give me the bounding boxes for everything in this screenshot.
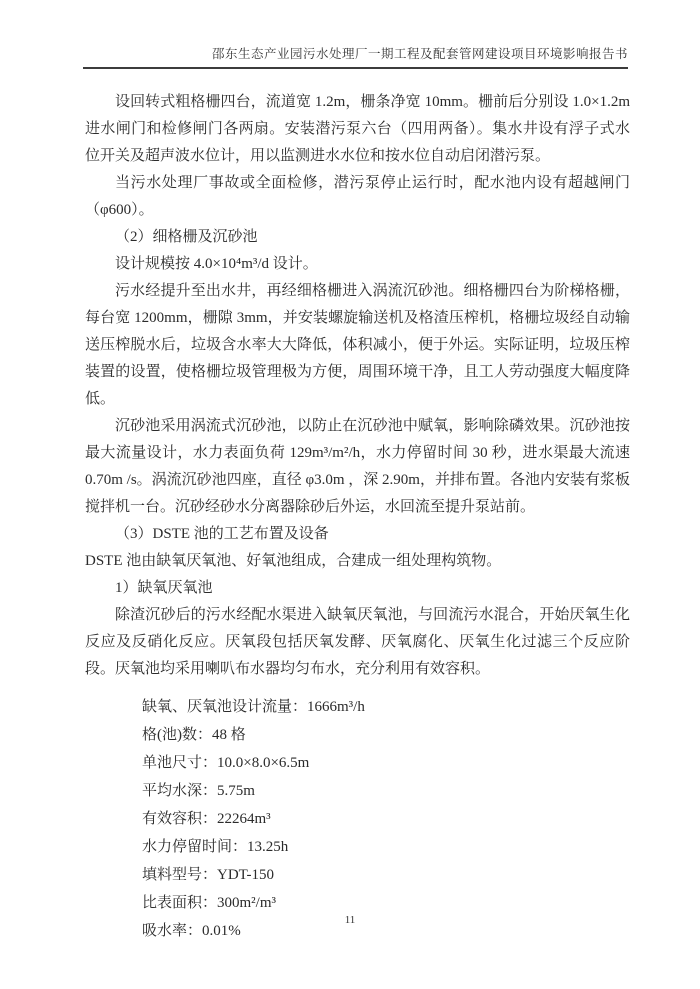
section-heading-fine-screen: （2）细格栅及沉砂池 <box>115 229 258 245</box>
paragraph-design-scale: 设计规模按 4.0×10⁴m³/d 设计。 <box>115 256 318 272</box>
spec-packing-model: 填料型号：YDT-150 <box>142 867 274 883</box>
document-body <box>85 89 630 945</box>
paragraph-bypass-gate: 当污水处理厂事故或全面检修，潜污泵停止运行时，配水池内设有超越闸门（φ600）。 <box>85 175 630 218</box>
spec-water-absorption: 吸水率：0.01% <box>142 923 241 939</box>
section-heading-dste: （3）DSTE 池的工艺布置及设备 <box>115 526 329 542</box>
page-header-title: 邵东生态产业园污水处理厂一期工程及配套管网建设项目环境影响报告书 <box>83 44 628 69</box>
spec-effective-volume: 有效容积：22264m³ <box>142 811 271 827</box>
subsection-heading-anoxic-tank: 1）缺氧厌氧池 <box>115 580 213 596</box>
spec-surface-area: 比表面积：300m²/m³ <box>142 895 276 911</box>
spec-cell-size: 单池尺寸：10.0×8.0×6.5m <box>142 755 310 771</box>
paragraph-dste-composition: DSTE 池由缺氧厌氧池、好氧池组成，合建成一组处理构筑物。 <box>85 553 502 569</box>
spec-avg-depth: 平均水深：5.75m <box>142 783 255 799</box>
spec-list <box>85 693 630 945</box>
paragraph-fine-screen-detail: 污水经提升至出水井，再经细格栅进入涡流沉砂池。细格栅四台为阶梯格栅，每台宽 1200mm，栅隙 3mm，并安装螺旋输送机及格渣压榨机，格栅垃圾经自动输送压榨脱水后，垃圾含水率大大降低，体积减小，便于外运。实际证明，垃圾压榨装置的设置，使格栅垃圾管理极为方便，周围环境干净，且工人劳动强度大幅度降低。 <box>85 283 630 407</box>
spec-cell-count: 格(池)数：48 格 <box>142 727 246 743</box>
page-number: 11 <box>344 914 356 926</box>
paragraph-coarse-screen: 设回转式粗格栅四台，流道宽 1.2m，栅条净宽 10mm。栅前后分别设 1.0×1.2m 进水闸门和检修闸门各两扇。安装潜污泵六台（四用两备）。集水井设有浮子式水位开关及超声波水位计，用以监测进水水位和按水位自动启闭潜污泵。 <box>85 94 630 164</box>
spec-retention-time: 水力停留时间：13.25h <box>142 839 289 855</box>
paragraph-anoxic-process: 除渣沉砂后的污水经配水渠进入缺氧厌氧池，与回流污水混合，开始厌氧生化反应及反硝化反应。厌氧段包括厌氧发酵、厌氧腐化、厌氧生化过滤三个反应阶段。厌氧池均采用喇叭布水器均匀布水，充分利用有效容积。 <box>85 607 630 677</box>
spec-design-flow: 缺氧、厌氧池设计流量：1666m³/h <box>142 699 365 715</box>
paragraph-grit-chamber: 沉砂池采用涡流式沉砂池，以防止在沉砂池中赋氧，影响除磷效果。沉砂池按最大流量设计，水力表面负荷 129m³/m²/h，水力停留时间 30 秒，进水渠最大流速 0.70m /s。涡流沉砂池四座，直径 φ3.0m ，深 2.90m，并排布置。各池内安装有浆板搅拌机一台。沉砂经砂水分离器除砂后外运，水回流至提升泵站前。 <box>85 418 630 515</box>
